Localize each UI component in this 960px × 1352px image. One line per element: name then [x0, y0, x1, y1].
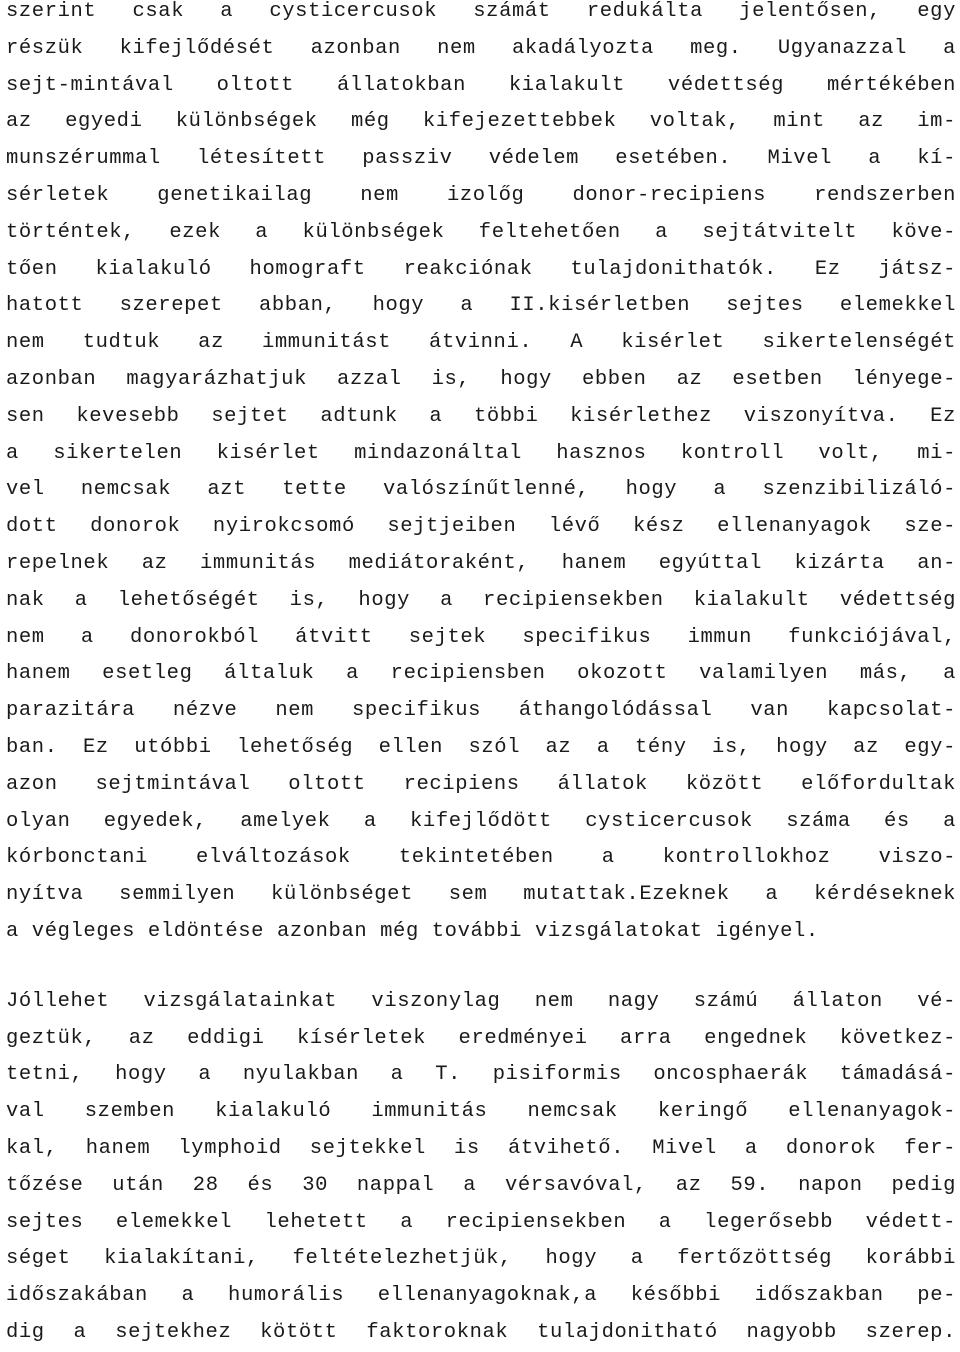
text-line: a végleges eldöntése azonban még további vizsgálatokat igényel.	[6, 919, 819, 943]
text-line: nak a lehetőségét is, hogy a recipiensekben kialakult védettség	[6, 588, 956, 612]
text-line: részük kifejlődését azonban nem akadályozta meg. Ugyanazzal a	[6, 36, 956, 60]
text-line: dott donorok nyirokcsomó sejtjeiben lévő kész ellenanyagok sze-	[6, 515, 956, 539]
text-line: tőzése után 28 és 30 nappal a vérsavóval, az 59. napon pedig	[6, 1173, 956, 1197]
text-line: geztük, az eddigi kísérletek eredményei arra engednek következ-	[6, 1026, 956, 1050]
text-line: séget kialakítani, feltételezhetjük, hogy a fertőzöttség korábbi	[6, 1247, 956, 1271]
paragraph-2	[6, 984, 956, 1352]
text-line: tően kialakuló homograft reakciónak tulajdonithatók. Ez játsz-	[6, 257, 956, 281]
text-line: Jóllehet vizsgálatainkat viszonylag nem nagy számú állaton vé-	[6, 989, 956, 1013]
text-line: sen kevesebb sejtet adtunk a többi kisérlethez viszonyítva. Ez	[6, 404, 956, 428]
text-line: történtek, ezek a különbségek feltehetően a sejtátvitelt köve-	[6, 220, 956, 244]
text-line: hanem esetleg általuk a recipiensben okozott valamilyen más, a	[6, 662, 956, 686]
text-line: parazitára nézve nem specifikus áthangolódással van kapcsolat-	[6, 699, 956, 723]
text-line: kórbonctani elváltozások tekintetében a kontrollokhoz viszo-	[6, 846, 956, 870]
text-line: repelnek az immunitás mediátoraként, hanem egyúttal kizárta an-	[6, 551, 956, 575]
paragraph-gap	[6, 951, 956, 984]
text-line: nem tudtuk az immunitást átvinni. A kisérlet sikertelenségét	[6, 331, 956, 355]
text-line: azonban magyarázhatjuk azzal is, hogy ebben az esetben lényege-	[6, 367, 956, 391]
text-line: időszakában a humorális ellenanyagoknak,a későbbi időszakban pe-	[6, 1284, 956, 1308]
text-line: dig a sejtekhez kötött faktoroknak tulajdonitható nagyobb szerep.	[6, 1320, 956, 1344]
text-line: ban. Ez utóbbi lehetőség ellen szól az a tény is, hogy az egy-	[6, 735, 956, 759]
text-line: nyítva semmilyen különbséget sem mutattak.Ezeknek a kérdéseknek	[6, 883, 956, 907]
text-line: sejtes elemekkel lehetett a recipiensekben a legerősebb védett-	[6, 1210, 956, 1234]
text-line: hatott szerepet abban, hogy a II.kisérletben sejtes elemekkel	[6, 294, 956, 318]
document-page	[6, 0, 956, 1352]
text-line: a sikertelen kisérlet mindazonáltal hasznos kontroll volt, mi-	[6, 441, 956, 465]
text-line: vel nemcsak azt tette valószínűtlenné, hogy a szenzibilizáló-	[6, 478, 956, 502]
text-line: sejt-mintával oltott állatokban kialakult védettség mértékében	[6, 73, 956, 97]
text-line: munszérummal létesített passziv védelem esetében. Mivel a kí-	[6, 147, 956, 171]
text-line: szerint csak a cysticercusok számát redukálta jelentősen, egy	[6, 0, 956, 23]
text-line: kal, hanem lymphoid sejtekkel is átvihető. Mivel a donorok fer-	[6, 1136, 956, 1160]
text-line: azon sejtmintával oltott recipiens állatok között előfordultak	[6, 772, 956, 796]
text-line: tetni, hogy a nyulakban a T. pisiformis oncosphaerák támadásá-	[6, 1063, 956, 1087]
text-line: sérletek genetikailag nem izolőg donor-recipiens rendszerben	[6, 183, 956, 207]
paragraph-1	[6, 0, 956, 951]
text-line: nem a donorokból átvitt sejtek specifikus immun funkciójával,	[6, 625, 956, 649]
text-line: val szemben kialakuló immunitás nemcsak keringő ellenanyagok-	[6, 1100, 956, 1124]
text-line: az egyedi különbségek még kifejezettebbek voltak, mint az im-	[6, 110, 956, 134]
text-line: olyan egyedek, amelyek a kifejlődött cysticercusok száma és a	[6, 809, 956, 833]
